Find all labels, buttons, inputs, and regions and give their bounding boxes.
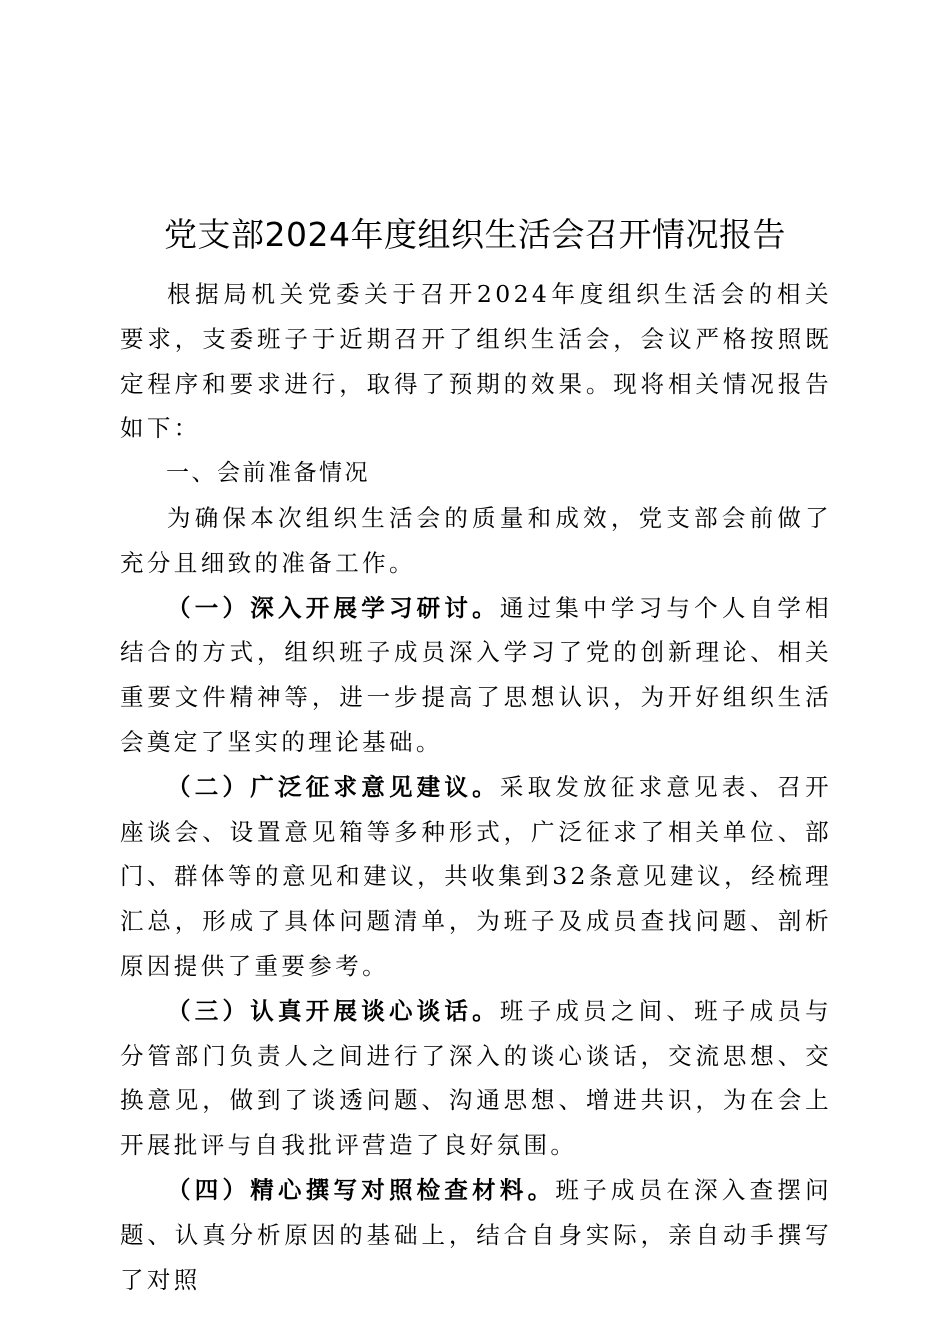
item-paragraph-1 [120, 586, 832, 765]
item-lead: （四）精心撰写对照检查材料。 [167, 1175, 556, 1204]
section-heading: 一、会前准备情况 [166, 460, 370, 487]
item-text: 采取发放征求意见表、召开座谈会、设置意见箱等多种形式，广泛征求了相关单位、部门、群体等的意见和建议，共收集到32条意见建议，经梳理汇总，形成了具体问题清单，为班子及成员查找问题、剖析原因提供了重要参考。 [120, 772, 832, 980]
item-lead: （二）广泛征求意见建议。 [167, 772, 500, 801]
item-paragraph-4 [120, 1168, 832, 1302]
document-title: 党支部2024年度组织生活会召开情况报告 [164, 215, 786, 254]
document-body [120, 272, 832, 1302]
item-lead: （三）认真开展谈心谈话。 [167, 996, 500, 1025]
section-intro-paragraph: 为确保本次组织生活会的质量和成效，党支部会前做了充分且细致的准备工作。 [120, 503, 832, 577]
item-text: 班子成员在深入查摆问题、认真分析原因的基础上，结合自身实际，亲自动手撰写了对照 [120, 1175, 832, 1294]
intro-paragraph: 根据局机关党委关于召开2024年度组织生活会的相关要求，支委班子于近期召开了组织生活会，会议严格按照既定程序和要求进行，取得了预期的效果。现将相关情况报告如下： [120, 280, 832, 443]
item-lead: （一）深入开展学习研讨。 [167, 593, 500, 622]
item-paragraph-3 [120, 989, 832, 1168]
item-text: 班子成员之间、班子成员与分管部门负责人之间进行了深入的谈心谈话，交流思想、交换意见，做到了谈透问题、沟通思想、增进共识，为在会上开展批评与自我批评营造了良好氛围。 [120, 996, 832, 1160]
item-text: 通过集中学习与个人自学相结合的方式，组织班子成员深入学习了党的创新理论、相关重要文件精神等，进一步提高了思想认识，为开好组织生活会奠定了坚实的理论基础。 [120, 593, 832, 756]
item-paragraph-2 [120, 765, 832, 989]
